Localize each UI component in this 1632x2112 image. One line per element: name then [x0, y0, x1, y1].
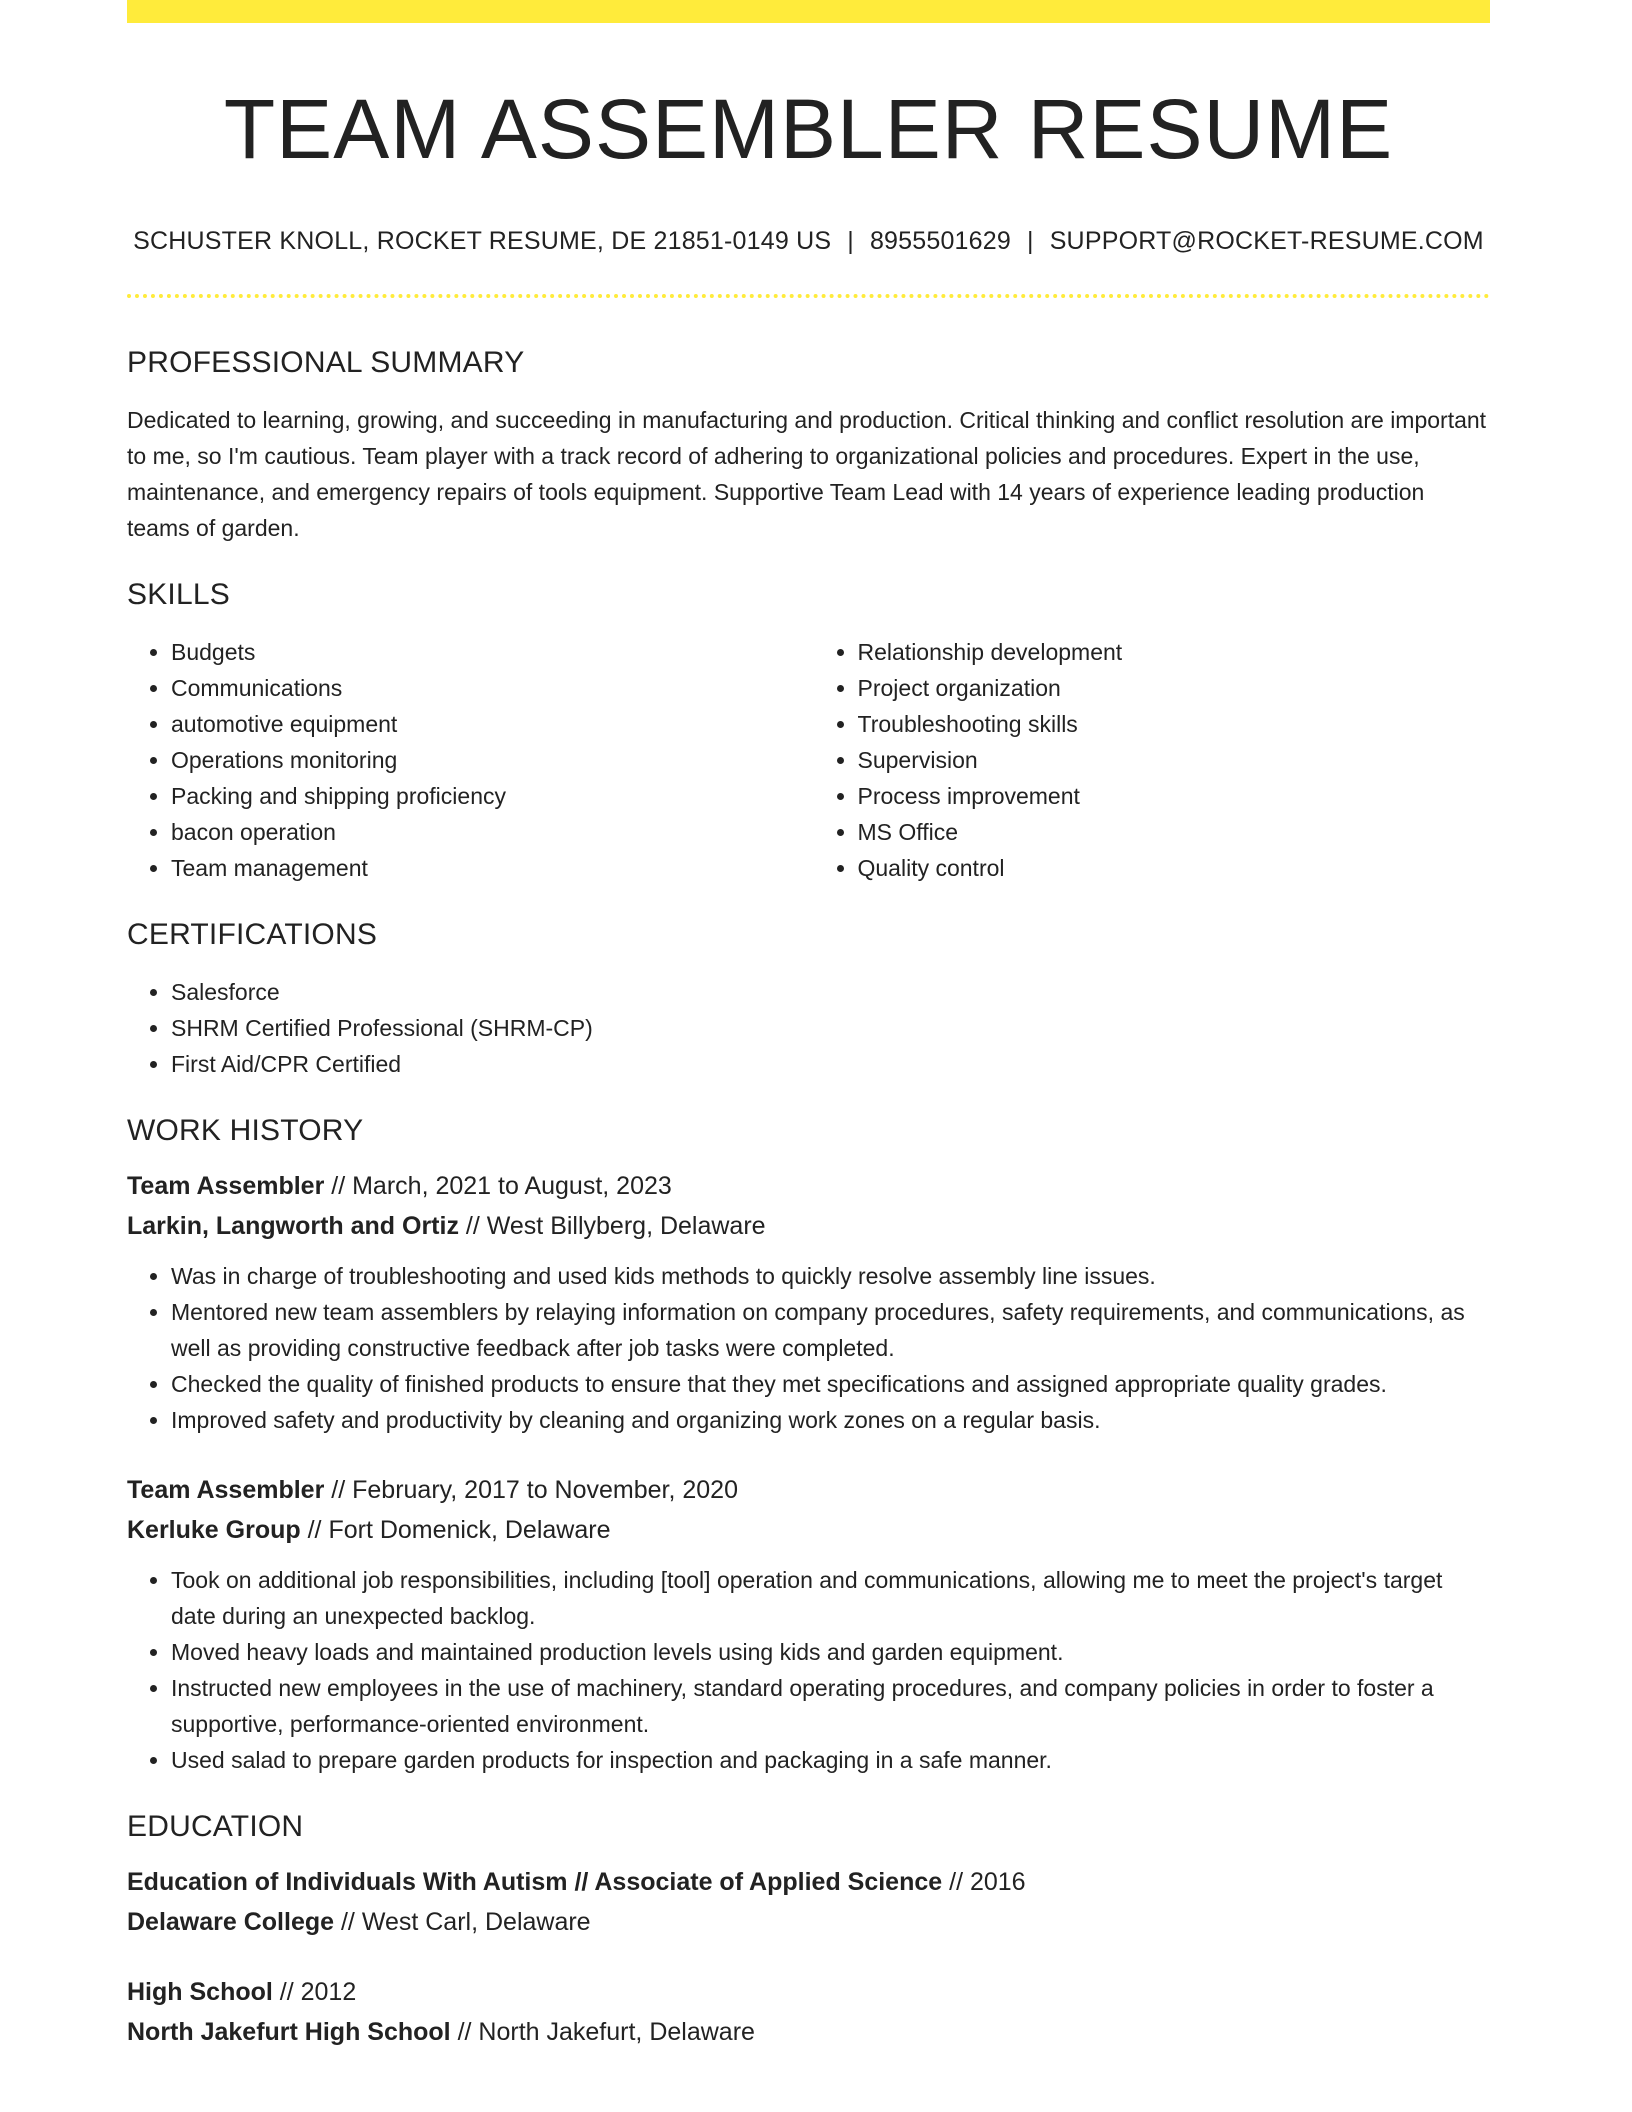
job-location: // West Billyberg, Delaware — [458, 1212, 766, 1240]
education-degree: Education of Individuals With Autism // Associate of Applied Science — [127, 1868, 943, 1896]
skills-column-left — [127, 634, 809, 886]
certifications-heading: CERTIFICATIONS — [127, 918, 378, 951]
contact-separator: | — [1026, 227, 1034, 255]
skill-item: • Relationship development — [858, 634, 1491, 670]
certification-item: • Salesforce — [171, 974, 1490, 1010]
job-title-line — [127, 1470, 1490, 1510]
job-dates: // March, 2021 to August, 2023 — [324, 1172, 672, 1200]
job-company-line — [127, 1206, 1490, 1246]
education-entry — [127, 1862, 1490, 1942]
education-degree-line — [127, 1972, 1490, 2012]
skill-item: • automotive equipment — [171, 706, 809, 742]
skill-item: • Project organization — [858, 670, 1491, 706]
top-accent-bar — [127, 0, 1490, 23]
job-bullet: • Used salad to prepare garden products for inspection and packaging in a safe manner. — [171, 1742, 1490, 1778]
skill-item: • Packing and shipping proficiency — [171, 778, 809, 814]
education-year: // 2016 — [942, 1868, 1026, 1896]
education-school: Delaware College — [127, 1908, 335, 1936]
skill-item: • Process improvement — [858, 778, 1491, 814]
education-degree-line — [127, 1862, 1490, 1902]
job-title: Team Assembler — [127, 1172, 325, 1200]
job-company: Larkin, Langworth and Ortiz — [127, 1212, 459, 1240]
skill-item: • Quality control — [858, 850, 1491, 886]
skill-item: • bacon operation — [171, 814, 809, 850]
job-entry — [127, 1470, 1490, 1778]
skill-item: • Troubleshooting skills — [858, 706, 1491, 742]
skills-list — [127, 634, 1490, 886]
skill-item: • MS Office — [858, 814, 1491, 850]
contact-email: SUPPORT@ROCKET-RESUME.COM — [1049, 227, 1484, 255]
education-school: North Jakefurt High School — [127, 2018, 451, 2046]
contact-line — [127, 229, 1490, 254]
job-title: Team Assembler — [127, 1476, 325, 1504]
job-bullet: • Mentored new team assemblers by relaying information on company procedures, safety requirements, and communications, as well as providing constructive feedback after job tasks were completed. — [171, 1294, 1490, 1366]
job-location: // Fort Domenick, Delaware — [300, 1516, 611, 1544]
skills-heading: SKILLS — [127, 578, 230, 611]
skill-item: • Operations monitoring — [171, 742, 809, 778]
job-bullets — [127, 1562, 1490, 1778]
job-bullet: • Improved safety and productivity by cleaning and organizing work zones on a regular basis. — [171, 1402, 1490, 1438]
job-bullet: • Took on additional job responsibilities, including [tool] operation and communications, allowing me to meet the project's target date during an unexpected backlog. — [171, 1562, 1490, 1634]
job-bullet: • Was in charge of troubleshooting and used kids methods to quickly resolve assembly line issues. — [171, 1258, 1490, 1294]
contact-address: SCHUSTER KNOLL, ROCKET RESUME, DE 21851-0149 US — [133, 227, 832, 255]
work-history-heading: WORK HISTORY — [127, 1114, 364, 1147]
job-bullet: • Checked the quality of finished products to ensure that they met specifications and assigned appropriate quality grades. — [171, 1366, 1490, 1402]
education-year: // 2012 — [272, 1978, 357, 2006]
skill-item: • Team management — [171, 850, 809, 886]
contact-phone: 8955501629 — [869, 227, 1011, 255]
dotted-divider — [127, 294, 1490, 298]
job-company: Kerluke Group — [127, 1516, 301, 1544]
skill-item: • Budgets — [171, 634, 809, 670]
job-dates: // February, 2017 to November, 2020 — [324, 1476, 738, 1504]
resume-content — [127, 23, 1490, 2052]
education-school-line — [127, 1902, 1490, 1942]
summary-heading: PROFESSIONAL SUMMARY — [127, 346, 525, 379]
job-bullet: • Moved heavy loads and maintained production levels using kids and garden equipment. — [171, 1634, 1490, 1670]
job-bullet: • Instructed new employees in the use of machinery, standard operating procedures, and company policies in order to foster a supportive, performance-oriented environment. — [171, 1670, 1490, 1742]
certification-item: • First Aid/CPR Certified — [171, 1046, 1490, 1082]
job-bullets — [127, 1258, 1490, 1438]
job-company-line — [127, 1510, 1490, 1550]
skills-column-right — [809, 634, 1491, 886]
job-title-line — [127, 1166, 1490, 1206]
education-entry — [127, 1972, 1490, 2052]
resume-title: TEAM ASSEMBLER RESUME — [223, 82, 1394, 176]
education-location: // West Carl, Delaware — [334, 1908, 591, 1936]
contact-separator: | — [847, 227, 854, 255]
skill-item: • Communications — [171, 670, 809, 706]
education-location: // North Jakefurt, Delaware — [450, 2018, 755, 2046]
education-degree: High School — [127, 1978, 273, 2006]
education-heading: EDUCATION — [127, 1810, 304, 1843]
job-entry — [127, 1166, 1490, 1438]
certifications-list — [127, 974, 1490, 1082]
skill-item: • Supervision — [858, 742, 1491, 778]
education-school-line — [127, 2012, 1490, 2052]
summary-text: Dedicated to learning, growing, and succeeding in manufacturing and production. Critical thinking and conflict resolution are important to me, so I'm cautious. Team player with a track record of adhering to organizational policies and procedures. Expert in the use, maintenance, and emergency repairs of tools equipment. Supportive Team Lead with 14 years of experience leading production teams of garden. — [127, 407, 1487, 541]
certification-item: • SHRM Certified Professional (SHRM-CP) — [171, 1010, 1490, 1046]
